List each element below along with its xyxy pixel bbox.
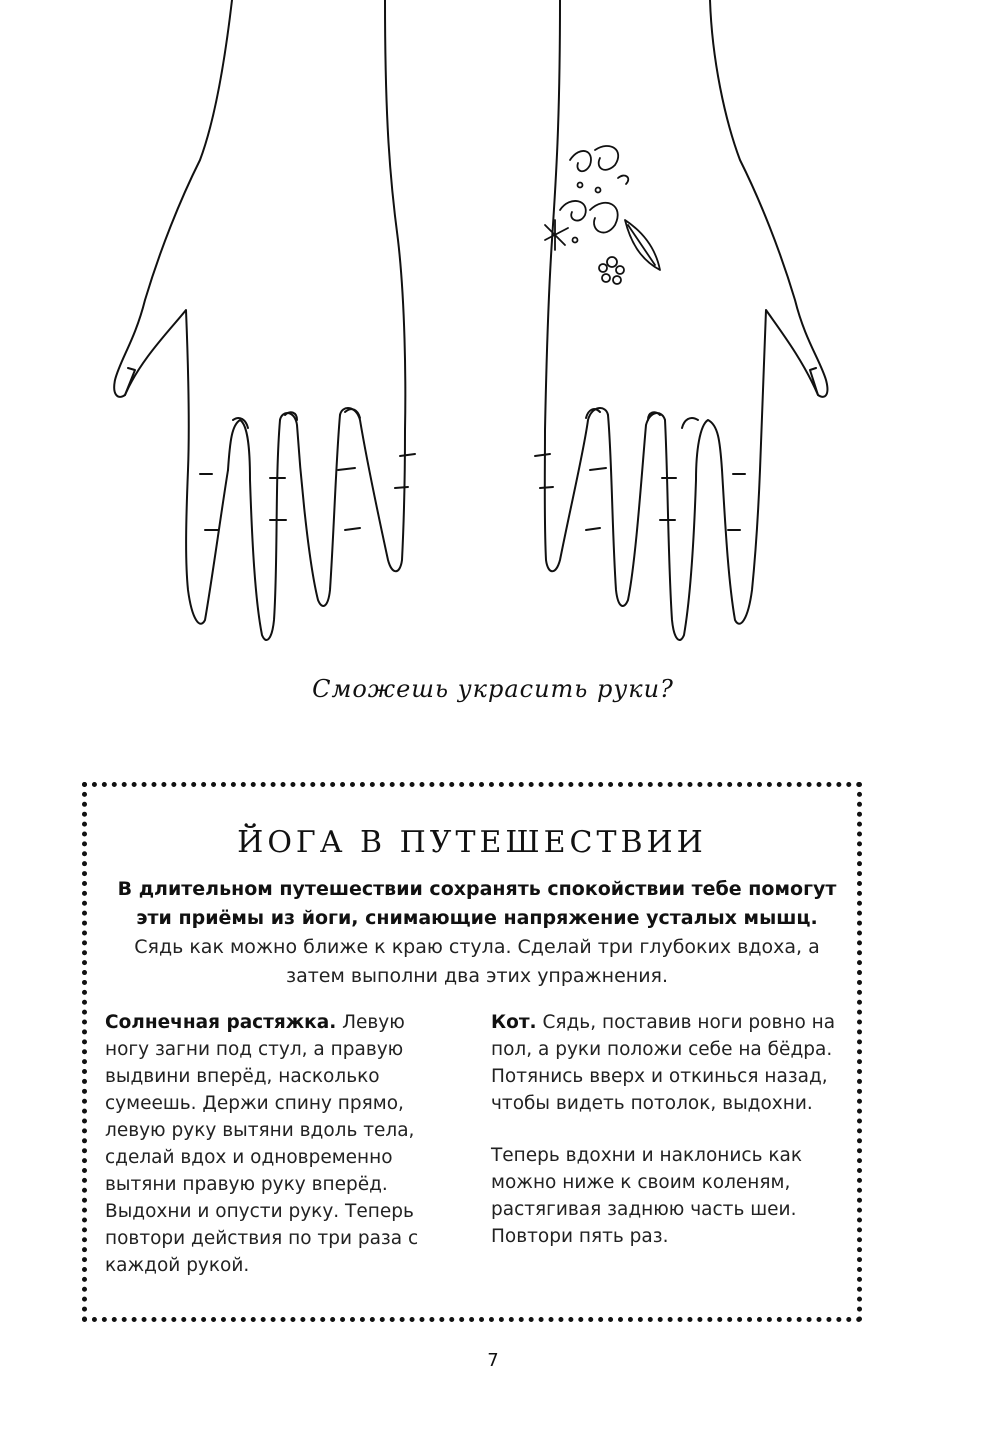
intro-bold: В длительном путешествии сохранять спокойствии тебе помогут эти приёмы из йоги, снимающие напряжение усталых мышц. [117, 878, 837, 929]
floral-decoration [545, 146, 660, 284]
exercise-text-continued: Теперь вдохни и наклонись как можно ниже к своим коленям, растягивая заднюю часть шеи. Повтори пять раз. [491, 1145, 803, 1247]
box-title: ЙОГА В ПУТЕШЕСТВИИ [237, 825, 707, 860]
left-hand-outline [114, 0, 415, 640]
exercise-term: Кот. [491, 1012, 537, 1033]
right-hand-outline [535, 0, 827, 640]
exercise-cat [491, 1009, 841, 1275]
caption: Сможешь украсить руки? [312, 675, 674, 703]
exercise-sun-stretch [105, 1009, 450, 1304]
intro-regular: Сядь как можно ближе к краю стула. Сделай три глубоких вдоха, а затем выполни два этих упражнения. [134, 936, 820, 987]
hands-illustration [0, 0, 986, 660]
exercise-text: Левую ногу загни под стул, а правую выдвини вперёд, насколько сумеешь. Держи спину прямо, левую руку вытяни вдоль тела, сделай вдох и одновременно вытяни правую руку вперёд. Выдохни и опусти руку. Теперь повтори действия по три раза с каждой рукой. [105, 1012, 419, 1276]
intro [107, 875, 847, 991]
exercise-term: Солнечная растяжка. [105, 1012, 337, 1033]
page-number: 7 [487, 1350, 499, 1371]
exercise-text: Сядь, поставив ноги ровно на пол, а руки положи себе на бёдра. Потянись вверх и откинься назад, чтобы видеть потолок, выдохни. [491, 1012, 836, 1114]
yoga-info-box [82, 782, 862, 1322]
